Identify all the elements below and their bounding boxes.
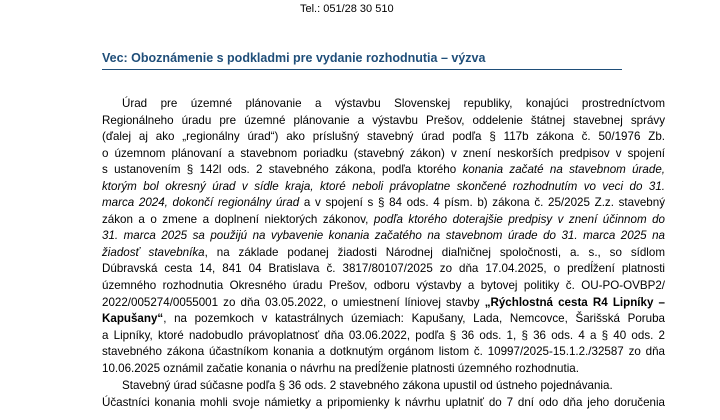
p1-line: Úrad pre územné plánovanie a výstavbu Slovenskej republiky, konajúci prostredníctvom: [122, 97, 665, 110]
p1-last-line: 10.06.2025 oznámil začatie konania o návrhu na predĺženie platnosti územného rozhodnutia.: [102, 361, 579, 375]
p1-bold-text: „Rýchlostná cesta R4 Lipníky –: [484, 295, 665, 309]
p1-italic-text: podľa ktorého doterajšie predpisy v znení účinnom do: [373, 212, 665, 226]
p1-text: s ustanovením § 142l ods. 2 stavebného zákona, podľa ktorého: [102, 163, 463, 177]
p1-line: Regionálneho úradu pre územné plánovanie a výstavbu Prešov, oddelenie štátnej stavebnej správy: [102, 113, 665, 127]
p1-line: Dúbravská cesta 14, 841 04 Bratislava č. 3817/80107/2025 zo dňa 17.04.2025, o predĺžení platnosti: [102, 262, 665, 276]
subject-underline: [102, 69, 622, 70]
p1-italic-text: konania začaté na stavebnom úrade,: [462, 163, 665, 177]
p1-line: [102, 195, 665, 212]
p1-line: o územnom plánovaní a stavebnom poriadku (stavebný zákon) v znení neskorších predpisov v spojení: [102, 146, 665, 160]
p1-text: 2022/005274/0055001 zo dňa 03.05.2022, o umiestnení líniovej stavby: [102, 295, 485, 309]
p1-italic-text: žiadosť stavebníka: [102, 245, 205, 259]
p1-text: , na základe podanej žiadosti Národnej diaľničnej spoločnosti, a. s., so sídlom: [204, 245, 665, 259]
p1-text: , na pozemkoch v katastrálnych územiach: Kapušany, Lada, Nemcovce, Šarišská Poruba: [163, 312, 665, 326]
p1-line: územného rozhodnutia Okresného úradu Prešov, odboru výstavby a bytovej politiky č. OU-PO-OVBP2/: [102, 279, 665, 293]
header-phone: Tel.: 051/28 30 510: [300, 3, 394, 15]
p1-line: [102, 245, 665, 262]
p1-italic-line: ktorým bol okresný úrad v sídle kraja, ktoré neboli právoplatne skončené rozhodnutím vo veci do 31.: [102, 179, 665, 193]
paragraph-2: [102, 378, 665, 411]
p1-bold-text: Kapušany“: [102, 312, 164, 326]
p1-line: [102, 295, 665, 312]
p1-text: zákon a o zmene a doplnení niektorých zákonov,: [102, 212, 374, 226]
p1-text: a v spojení s § 84 ods. 4 písm. b) zákona č. 25/2025 Z.z. stavebný: [299, 196, 666, 210]
p1-line: [102, 212, 665, 229]
p1-line: [102, 311, 665, 328]
subject-heading: Vec: Oboznámenie s podkladmi pre vydanie rozhodnutia – výzva: [102, 51, 486, 65]
p1-line: [102, 162, 665, 179]
p1-line: stavebného zákona účastníkom konania a dotknutým orgánom listom č. 10997/2025-15.1.2./32587 zo dňa: [102, 345, 665, 359]
p1-italic-text: marca 2024, dokončí regionálny úrad: [102, 196, 300, 210]
p2-line: Účastníci konania mohli svoje námietky a pripomienky k návrhu uplatniť do 7 dní odo dňa jeho doručenia: [102, 395, 665, 409]
p1-line: (ďalej aj ako „regionálny úrad“) ako príslušný stavebný úrad podľa § 117b zákona č. 50/1976 Zb.: [102, 130, 665, 144]
p1-line: a Lipníky, ktoré nadobudlo právoplatnosť dňa 03.06.2022, podľa § 36 ods. 1, § 36 ods. 4 a § 40 ods. 2: [102, 328, 665, 342]
paragraph-1: [102, 96, 665, 377]
p1-italic-line: 31. marca 2025 sa použijú na vybavenie konania začatého na stavebnom úrade do 31. marca 2025 na: [102, 229, 665, 243]
p2-line: Stavebný úrad súčasne podľa § 36 ods. 2 stavebného zákona upustil od ústneho pojednávania.: [122, 379, 613, 392]
